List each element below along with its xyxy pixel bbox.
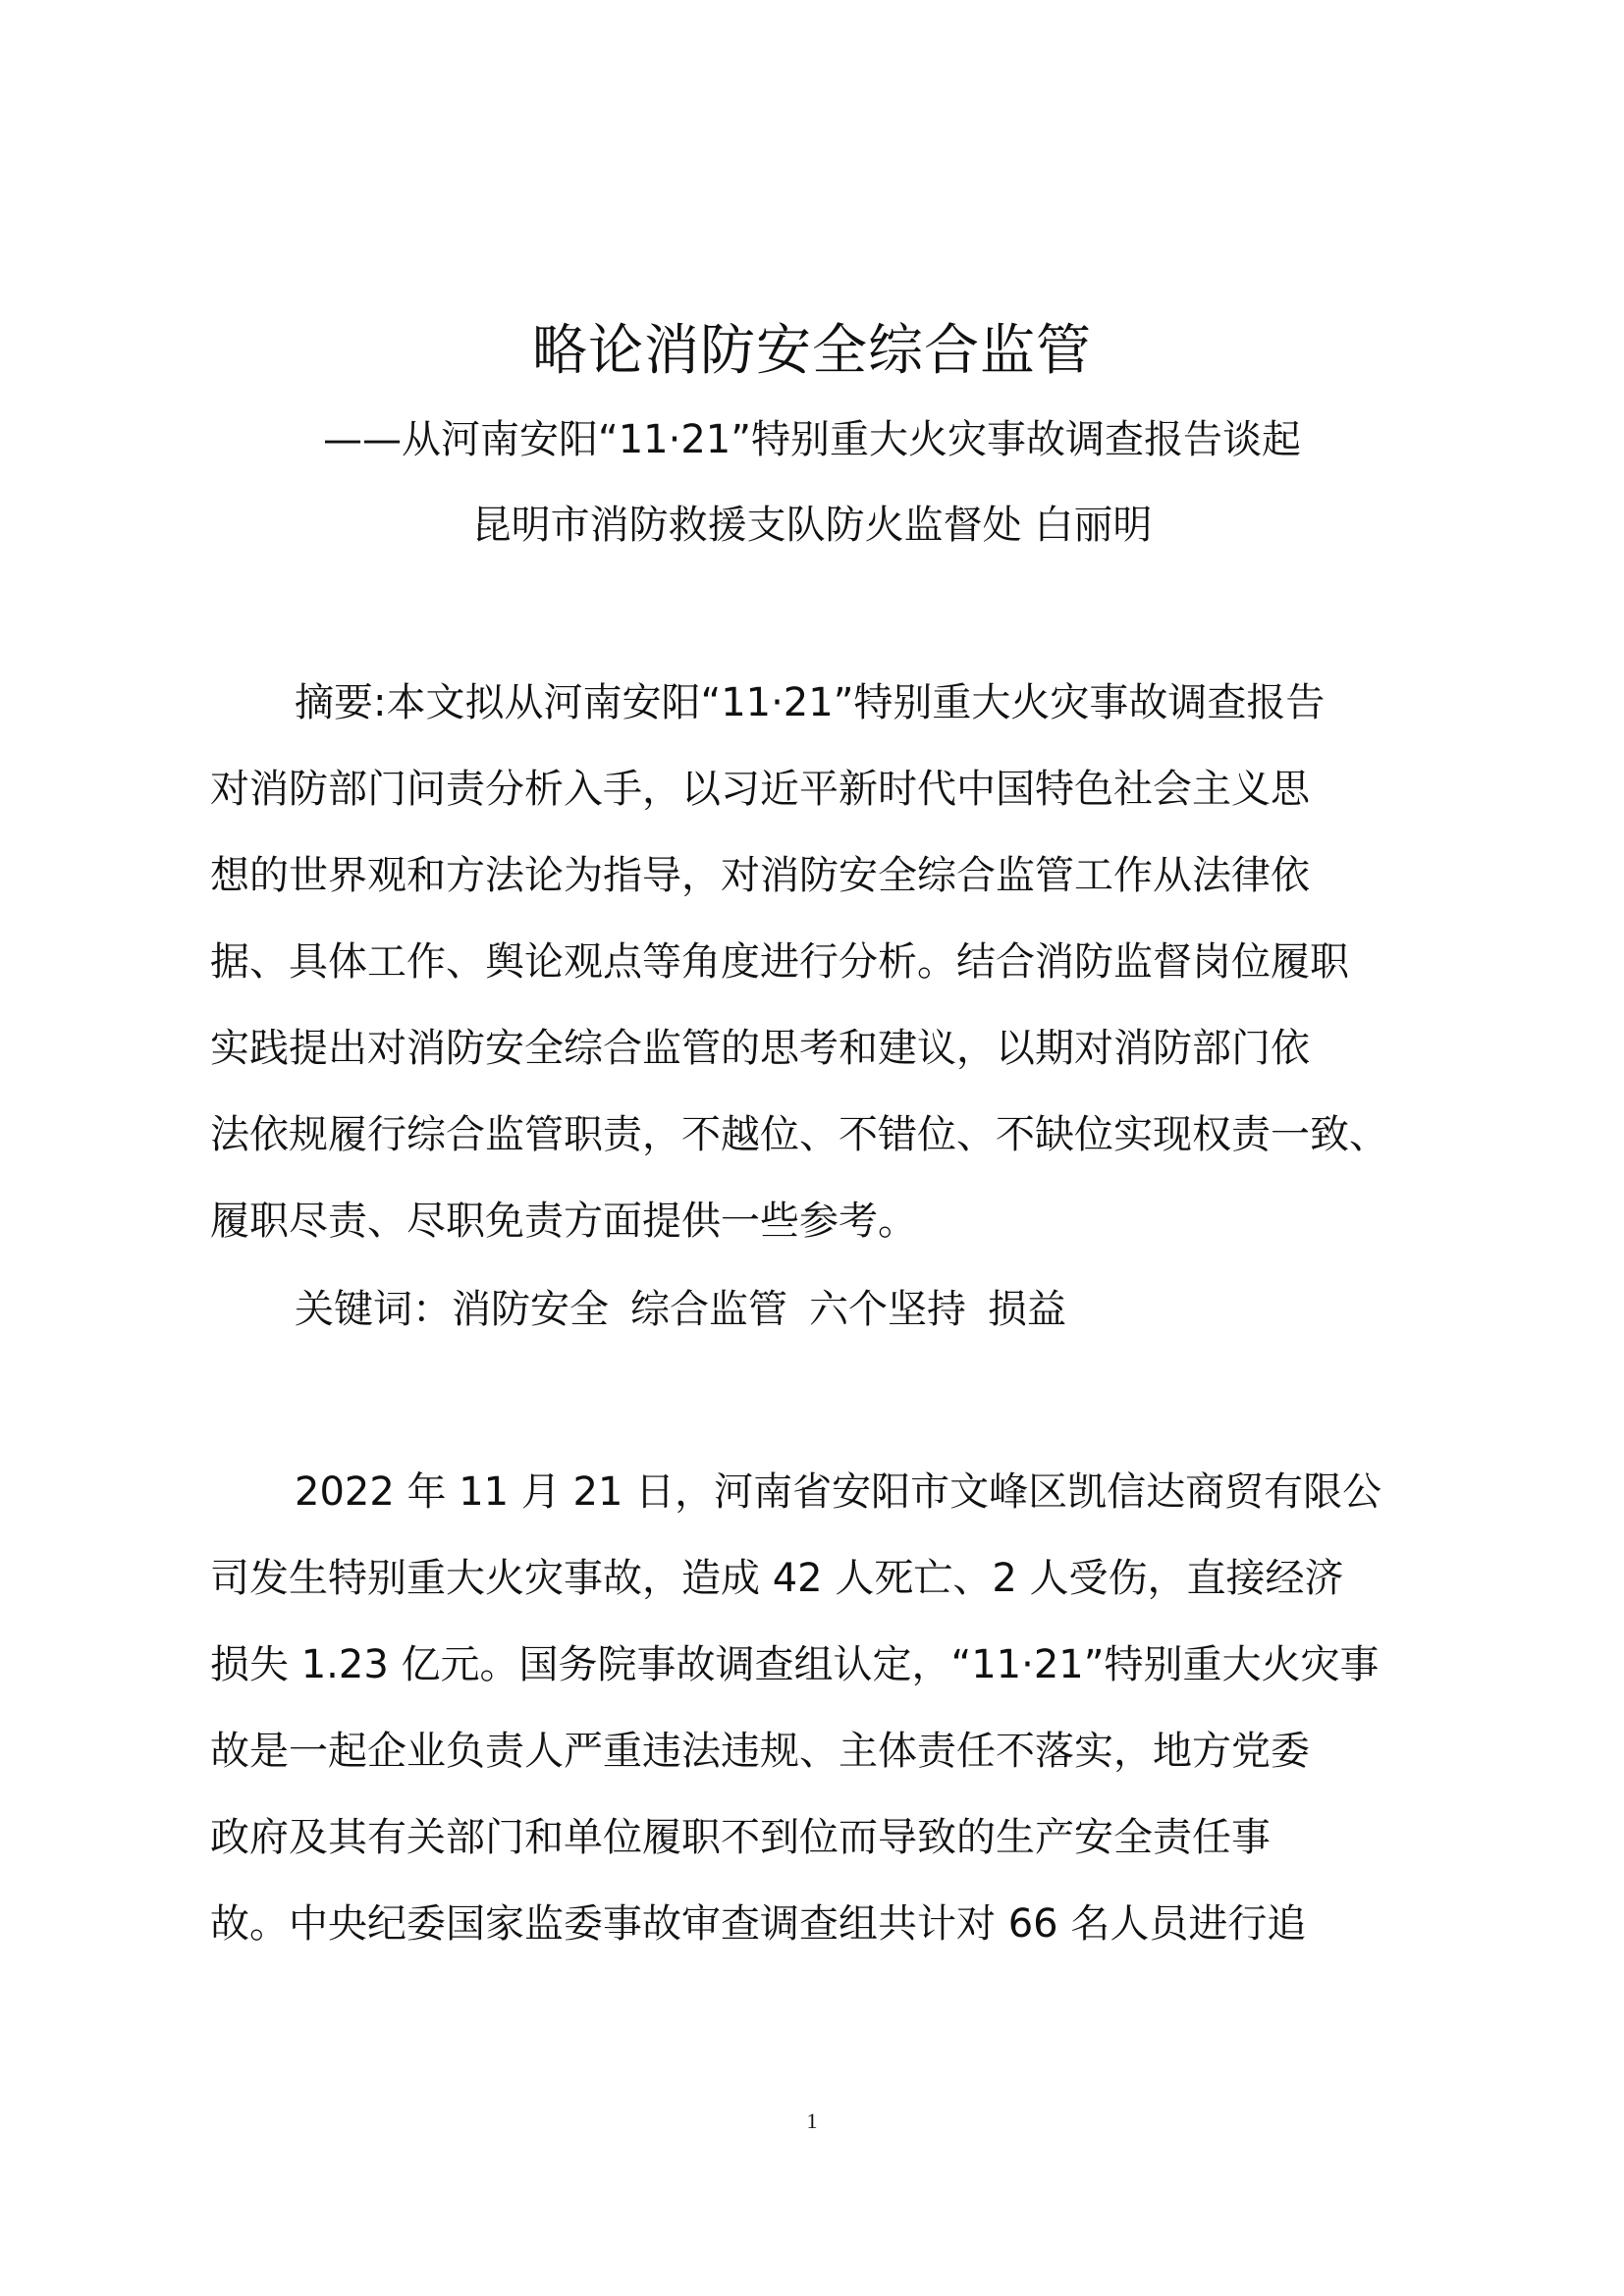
keyword: 损益 <box>988 1287 1066 1332</box>
body-line: 损失 1.23 亿元。国务院事故调查组认定，“11·21”特别重大火灾事 <box>210 1642 1380 1687</box>
abstract-line: 想的世界观和方法论为指导，对消防安全综合监管工作从法律依 <box>210 853 1310 898</box>
abstract-line: 摘要:本文拟从河南安阳“11·21”特别重大火灾事故调查报告 <box>295 680 1326 725</box>
document-title: 略论消防安全综合监管 <box>532 319 1092 383</box>
body-line: 2022 年 11 月 21 日，河南省安阳市文峰区凯信达商贸有限公 <box>295 1469 1382 1515</box>
page-number: 1 <box>806 2109 818 2133</box>
abstract-line: 据、具体工作、舆论观点等角度进行分析。结合消防监督岗位履职 <box>210 939 1349 985</box>
abstract-line: 对消防部门问责分析入手，以习近平新时代中国特色社会主义思 <box>210 767 1310 812</box>
keyword: 六个坚持 <box>809 1287 966 1332</box>
body-line: 司发生特别重大火灾事故，造成 42 人死亡、2 人受伤，直接经济 <box>210 1556 1344 1601</box>
abstract-paragraph <box>210 660 1447 1264</box>
keyword: 综合监管 <box>630 1287 787 1332</box>
keywords-label: 关键词： <box>295 1287 452 1332</box>
keyword: 消防安全 <box>452 1287 609 1332</box>
abstract-line: 法依规履行综合监管职责，不越位、不错位、不缺位实现权责一致、 <box>210 1112 1388 1157</box>
keywords-line <box>295 1266 1088 1353</box>
abstract-line: 实践提出对消防安全综合监管的思考和建议，以期对消防部门依 <box>210 1026 1310 1071</box>
document-subtitle: ——从河南安阳“11·21”特别重大火灾事故调查报告谈起 <box>323 417 1301 462</box>
body-line: 故。中央纪委国家监委事故审查调查组共计对 66 名人员进行追 <box>210 1901 1307 1947</box>
body-line: 故是一起企业负责人严重违法违规、主体责任不落实，地方党委 <box>210 1729 1310 1774</box>
abstract-line: 履职尽责、尽职免责方面提供一些参考。 <box>210 1199 917 1244</box>
author-line: 昆明市消防救援支队防火监督处 白丽明 <box>471 503 1153 548</box>
body-line: 政府及其有关部门和单位履职不到位而导致的生产安全责任事 <box>210 1815 1271 1860</box>
body-paragraph <box>210 1449 1447 1967</box>
